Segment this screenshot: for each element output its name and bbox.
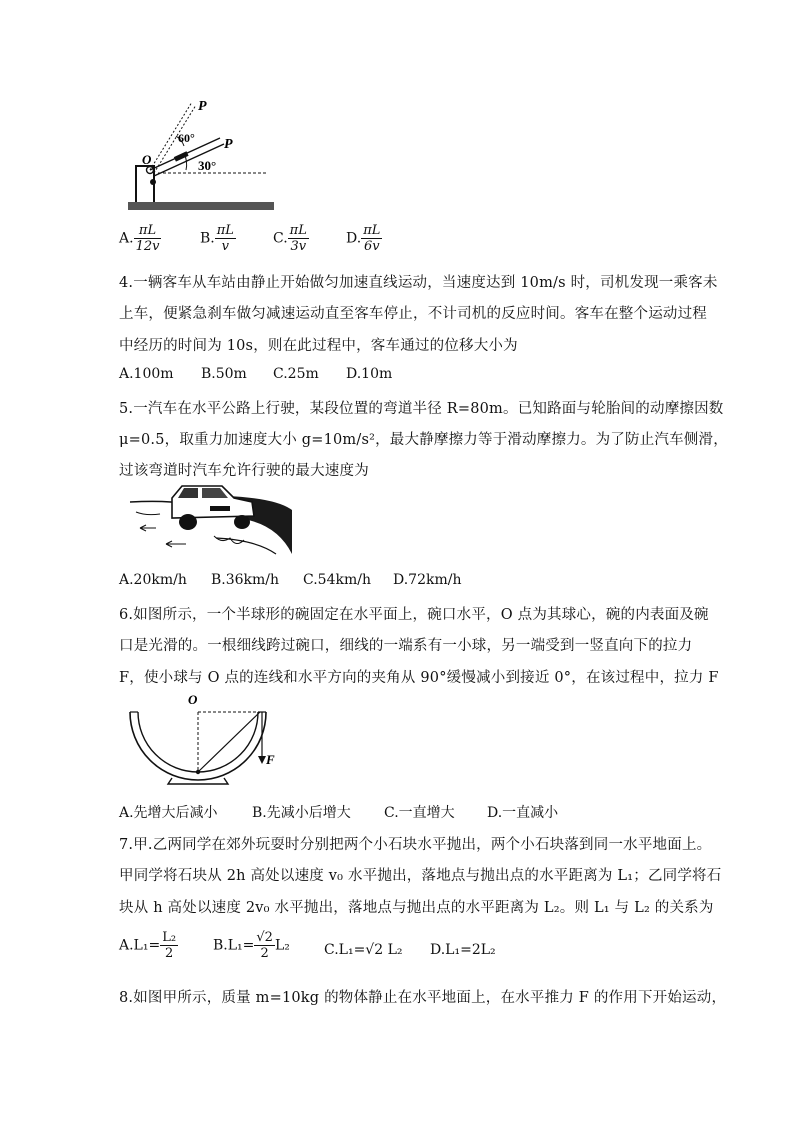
q5-option-d: D.72km/h: [393, 572, 462, 588]
q4-line-1: 4.一辆客车从车站由静止开始做匀加速直线运动，当速度达到 10m/s 时，司机发现一乘客未: [119, 275, 718, 291]
q6-line-1: 6.如图所示，一个半球形的碗固定在水平面上，碗口水平，O 点为其球心，碗的内表面及碗: [119, 607, 709, 623]
label-o: O: [142, 152, 152, 167]
q7-option-d: D.L₁=2L₂: [430, 942, 496, 958]
q7-line-2: 甲同学将石块从 2h 高处以速度 v₀ 水平抛出，落地点与抛出点的水平距离为 L₁；乙同学将石: [119, 868, 722, 884]
q8-line-1: 8.如图甲所示，质量 m=10kg 的物体静止在水平地面上，在水平推力 F 的作用下开始运动，: [119, 990, 727, 1006]
q6-option-c: C.一直增大: [384, 805, 455, 821]
q4-line-2: 上车，便紧急刹车做匀减速运动直至客车停止，不计司机的反应时间。客车在整个运动过程: [119, 306, 707, 322]
q4-option-c: C.25m: [273, 366, 319, 382]
q7-option-b: B.L₁= $\frac{√2}{2}$ L₂: [213, 930, 290, 961]
q7-option-c: C.L₁=√2 L₂: [324, 942, 403, 958]
q5-option-b: B.36km/h: [211, 572, 280, 588]
q5-line-2: μ=0.5，取重力加速度大小 g=10m/s²，最大静摩擦力等于滑动摩擦力。为了防止汽车侧滑，: [119, 432, 728, 448]
angle-30-label: 30°: [198, 158, 217, 173]
q6-option-d: D.一直减小: [487, 805, 559, 821]
q3-option-c: C. $\frac{\pi L}{3v}$: [273, 223, 307, 254]
angle-60-label: 60°: [178, 131, 195, 145]
car-on-curve-figure: [126, 482, 294, 558]
q6-option-a: A.先增大后减小: [119, 805, 218, 821]
q5-option-c: C.54km/h: [303, 572, 371, 588]
q3-option-d: D. $\frac{\pi L}{6v}$: [346, 223, 381, 254]
q6-line-2: 口是光滑的。一根细线跨过碗口，细线的一端系有一小球，另一端受到一竖直向下的拉力: [119, 638, 693, 654]
q4-line-3: 中经历的时间为 10s，则在此过程中，客车通过的位移大小为: [119, 338, 518, 354]
q6-option-b: B.先减小后增大: [252, 805, 351, 821]
bowl-figure: [124, 692, 284, 792]
q4-option-d: D.10m: [346, 366, 393, 382]
q6-line-3: F，使小球与 O 点的连线和水平方向的夹角从 90°缓慢减小到接近 0°，在该过程中，拉力 F: [119, 670, 719, 686]
q5-line-1: 5.一汽车在水平公路上行驶，某段位置的弯道半径 R=80m。已知路面与轮胎间的动摩擦因数: [119, 401, 724, 417]
rod-figure: [128, 96, 278, 214]
q7-option-a: A.L₁= $\frac{\text{L₂}}{2}$: [119, 930, 177, 961]
q7-line-3: 块从 h 高处以速度 2v₀ 水平抛出，落地点与抛出点的水平距离为 L₂。则 L₁ 与 L₂ 的关系为: [119, 900, 714, 916]
label-o: O: [188, 692, 198, 707]
q7-line-1: 7.甲.乙两同学在郊外玩耍时分别把两个小石块水平抛出，两个小石块落到同一水平地面上。: [119, 837, 712, 853]
q5-option-a: A.20km/h: [119, 572, 187, 588]
q5-line-3: 过该弯道时汽车允许行驶的最大速度为: [119, 463, 369, 479]
q4-option-b: B.50m: [201, 366, 247, 382]
q4-option-a: A.100m: [119, 366, 174, 382]
label-p-mid: P: [224, 137, 233, 152]
label-p-top: P: [198, 99, 207, 114]
q3-option-a: A. $\frac{\pi L}{12v}$: [119, 223, 160, 254]
q3-option-b: B. $\frac{\pi L}{v}$: [200, 223, 234, 254]
label-f: F: [266, 752, 275, 767]
